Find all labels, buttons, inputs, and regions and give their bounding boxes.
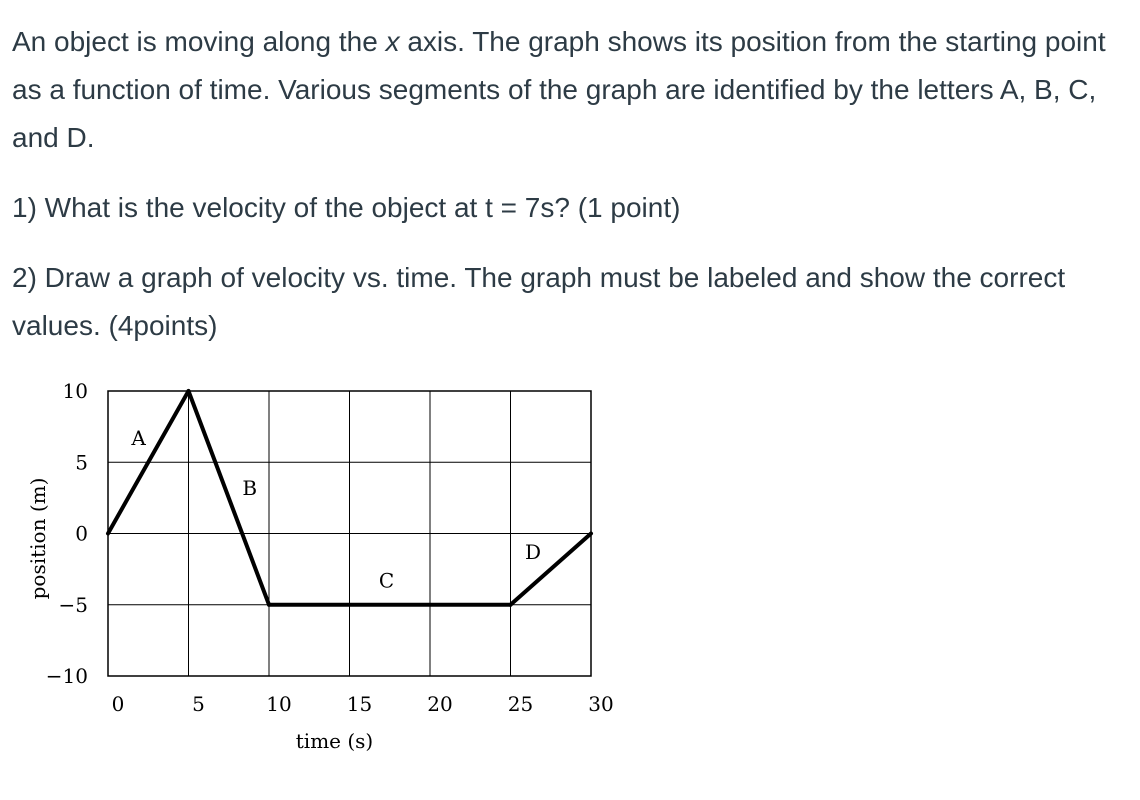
position-time-chart: [0, 370, 620, 770]
question-2: 2) Draw a graph of velocity vs. time. The graph must be labeled and show the correct values. (4points): [12, 262, 1066, 341]
problem-text: [12, 18, 1132, 350]
y-axis-title: position (m): [26, 477, 50, 600]
chart-labels: [26, 379, 614, 753]
problem-intro: [12, 18, 1132, 162]
y-tick-label: 5: [75, 450, 88, 475]
x-tick-label: 30: [588, 692, 614, 716]
y-tick-label: −5: [58, 592, 88, 617]
y-tick-label: 10: [62, 379, 88, 403]
series-segment: [511, 534, 592, 605]
y-tick-label: 0: [75, 521, 88, 546]
x-tick-label: 20: [427, 692, 453, 716]
x-tick-label: 25: [507, 692, 534, 716]
x-tick-label: 10: [266, 692, 292, 716]
x-tick-label: 15: [346, 692, 373, 716]
intro-text-2: axis. The graph shows its position from the starting point as a function of time. Various segments of the graph are identified by the letters A, B, C, and D.: [12, 26, 1106, 153]
chart-grid: [108, 391, 591, 676]
x-tick-label: 5: [192, 692, 205, 716]
segment-label-a: A: [131, 426, 146, 451]
y-tick-label: −10: [45, 664, 88, 688]
intro-x-variable: x: [385, 26, 400, 57]
segment-label-b: B: [242, 476, 258, 501]
segment-label-d: D: [525, 540, 542, 565]
x-axis-title: time (s): [295, 729, 374, 753]
intro-text-1: An object is moving along the: [12, 26, 386, 57]
x-tick-label: 0: [111, 692, 125, 716]
segment-label-c: C: [378, 568, 395, 593]
question-1: 1) What is the velocity of the object at t = 7s? (1 point): [12, 192, 681, 223]
